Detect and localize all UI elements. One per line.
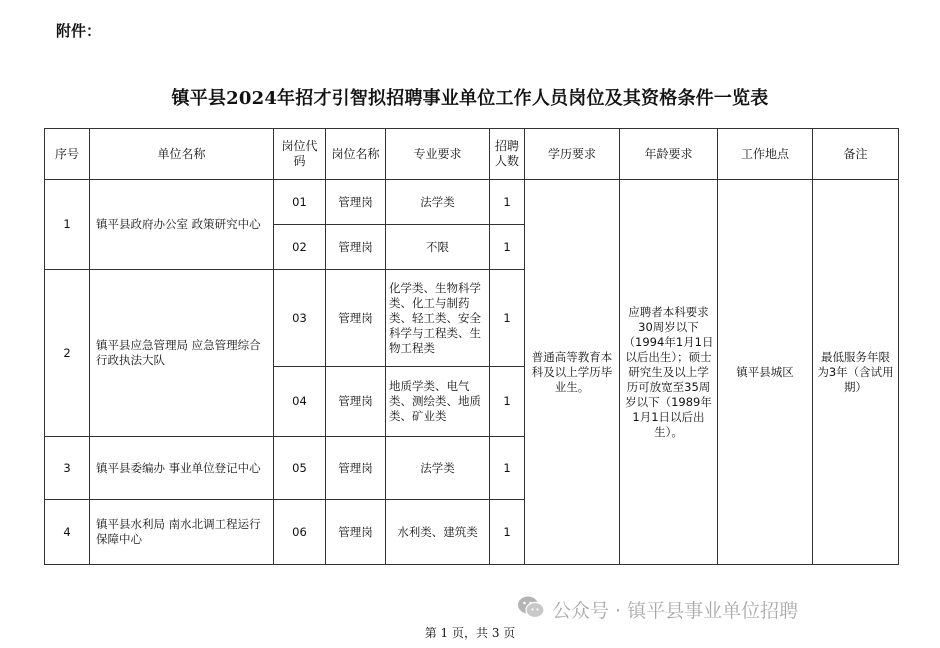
table-row xyxy=(45,180,899,225)
header-education: 学历要求 xyxy=(525,129,620,180)
wechat-icon xyxy=(516,594,546,625)
attachment-label: 附件： xyxy=(56,22,102,40)
header-seq: 序号 xyxy=(45,129,90,180)
cell-notes: 最低服务年限为3年（含试用期） xyxy=(813,180,899,565)
header-count: 招聘人数 xyxy=(490,129,525,180)
cell-code: 03 xyxy=(274,270,326,367)
header-notes: 备注 xyxy=(813,129,899,180)
cell-seq: 3 xyxy=(45,437,90,500)
cell-position: 管理岗 xyxy=(326,270,386,367)
header-location: 工作地点 xyxy=(718,129,813,180)
cell-count: 1 xyxy=(490,437,525,500)
cell-major: 水利类、建筑类 xyxy=(386,500,490,565)
watermark-text: 公众号 · 镇平县事业单位招聘 xyxy=(552,600,799,622)
page-indicator: 第 1 页，共 3 页 xyxy=(424,626,516,640)
cell-major: 不限 xyxy=(386,225,490,270)
cell-count: 1 xyxy=(490,270,525,367)
cell-unit: 镇平县应急管理局 应急管理综合行政执法大队 xyxy=(90,270,274,437)
cell-count: 1 xyxy=(490,367,525,437)
cell-education: 普通高等教育本科及以上学历毕业生。 xyxy=(525,180,620,565)
cell-age: 应聘者本科要求30周岁以下（1994年1月1日以后出生）；硕士研究生及以上学历可放宽至35周岁以下（1989年1月1日以后出生）。 xyxy=(620,180,718,565)
cell-location: 镇平县城区 xyxy=(718,180,813,565)
cell-count: 1 xyxy=(490,225,525,270)
cell-position: 管理岗 xyxy=(326,500,386,565)
cell-unit: 镇平县政府办公室 政策研究中心 xyxy=(90,180,274,270)
header-age: 年龄要求 xyxy=(620,129,718,180)
cell-count: 1 xyxy=(490,180,525,225)
cell-major: 化学类、生物科学类、化工与制药类、轻工类、安全科学与工程类、生物工程类 xyxy=(386,270,490,367)
cell-major: 地质学类、电气类、测绘类、地质类、矿业类 xyxy=(386,367,490,437)
cell-position: 管理岗 xyxy=(326,367,386,437)
watermark xyxy=(516,594,798,625)
cell-position: 管理岗 xyxy=(326,225,386,270)
positions-table xyxy=(44,128,899,565)
cell-major: 法学类 xyxy=(386,180,490,225)
header-major: 专业要求 xyxy=(386,129,490,180)
cell-code: 04 xyxy=(274,367,326,437)
header-unit: 单位名称 xyxy=(90,129,274,180)
cell-code: 02 xyxy=(274,225,326,270)
cell-major: 法学类 xyxy=(386,437,490,500)
cell-unit: 镇平县委编办 事业单位登记中心 xyxy=(90,437,274,500)
cell-code: 06 xyxy=(274,500,326,565)
header-row xyxy=(45,129,899,180)
cell-code: 01 xyxy=(274,180,326,225)
cell-position: 管理岗 xyxy=(326,437,386,500)
document-title: 镇平县2024年招才引智拟招聘事业单位工作人员岗位及其资格条件一览表 xyxy=(171,88,769,109)
cell-unit: 镇平县水利局 南水北调工程运行保障中心 xyxy=(90,500,274,565)
cell-position: 管理岗 xyxy=(326,180,386,225)
cell-count: 1 xyxy=(490,500,525,565)
cell-seq: 4 xyxy=(45,500,90,565)
header-code: 岗位代码 xyxy=(274,129,326,180)
cell-seq: 2 xyxy=(45,270,90,437)
cell-seq: 1 xyxy=(45,180,90,270)
cell-code: 05 xyxy=(274,437,326,500)
header-position: 岗位名称 xyxy=(326,129,386,180)
